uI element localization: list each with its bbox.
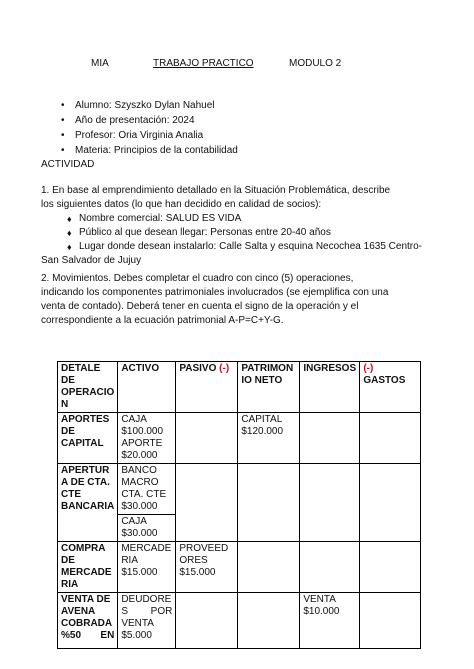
student-info-list (61, 98, 238, 158)
diamond-bullet-icon: ♦ (67, 214, 72, 224)
header-gastos: (-) GASTOS (360, 362, 421, 413)
question-2-line: 2. Movimientos. Debes completar el cuadro con cinco (5) operaciones, (41, 273, 354, 284)
cell-pasivo (176, 413, 238, 464)
cell-activo: DEUDORE S POR VENTA $5.000 (118, 593, 176, 649)
list-item: • Año de presentación: 2024 (61, 115, 195, 126)
cell-ingresos: VENTA $10.000 (300, 593, 360, 649)
cell-patrimonio (238, 593, 300, 649)
header-activo: ACTIVO (118, 362, 176, 413)
cell-detalle: COMPRA DE MERCADE RIA (58, 542, 118, 593)
header-pasivo: PASIVO (-) (176, 362, 238, 413)
question-2-line: correspondiente a la ecuación patrimonial A-P=C+Y-G. (41, 315, 284, 326)
cell-ingresos (300, 542, 360, 593)
question-1 (41, 184, 441, 268)
list-item: ♦ Nombre comercial: SALUD ES VIDA (67, 213, 242, 224)
bullet-icon: • (61, 130, 65, 141)
header-ingresos: INGRESOS (300, 362, 360, 413)
header-patrimonio: PATRIMON IO NETO (238, 362, 300, 413)
minus-sign: (-) (363, 363, 374, 374)
diamond-bullet-icon: ♦ (67, 228, 72, 238)
cell-pasivo: PROVEED ORES $15.000 (176, 542, 238, 593)
list-item: • Alumno: Szyszko Dylan Nahuel (61, 100, 215, 111)
bullet-icon: • (61, 115, 65, 126)
cell-activo: CAJA $100.000 APORTE $20.000 (118, 413, 176, 464)
cell-gastos (360, 542, 421, 593)
table-header-row (58, 362, 421, 413)
table-row (58, 413, 421, 464)
cell-detalle: VENTA DE AVENA COBRADA %50 EN (58, 593, 118, 649)
cell-gastos (360, 413, 421, 464)
cell-pasivo (176, 593, 238, 649)
cell-patrimonio (238, 542, 300, 593)
header-detalle: DETALE DE OPERACIO N (58, 362, 118, 413)
bullet-icon: • (61, 145, 65, 156)
question-1-line: 1. En base al emprendimiento detallado en la Situación Problemática, describe (41, 185, 391, 196)
cell-detalle: APORTES DE CAPITAL (58, 413, 118, 464)
question-1-line: los siguientes datos (lo que han decidido en calidad de socios): (41, 199, 322, 210)
question-2 (41, 272, 441, 328)
address-continuation: San Salvador de Jujuy (41, 255, 142, 266)
document-header (0, 58, 474, 72)
cell-patrimonio (238, 464, 300, 542)
question-1-answers (41, 212, 441, 268)
list-item: • Materia: Principios de la contabilidad (61, 145, 238, 156)
list-item: ♦ Público al que desean llegar: Personas entre 20-40 años (67, 227, 331, 238)
cell-activo: MERCADE RIA $15.000 (118, 542, 176, 593)
list-item: ♦ Lugar donde desean instalarlo: Calle Salta y esquina Necochea 1635 Centro- San Salvador de Jujuy (69, 240, 441, 268)
bullet-icon: • (61, 100, 65, 111)
activity-title: ACTIVIDAD (41, 159, 95, 170)
minus-sign: (-) (219, 363, 230, 374)
question-2-line: indicando los componentes patrimoniales involucrados (se ejemplifica con una (41, 287, 389, 298)
list-item: • Profesor: Oria Virginia Analia (61, 130, 204, 141)
cell-patrimonio: CAPITAL $120.000 (238, 413, 300, 464)
cell-detalle: APERTUR A DE CTA. CTE BANCARIA (58, 464, 118, 542)
cell-activo: CAJA $30.000 (118, 515, 176, 542)
header-right: MODULO 2 (289, 58, 342, 69)
cell-activo: BANCO MACRO CTA. CTE $30.000 (118, 464, 176, 515)
cell-ingresos (300, 464, 360, 542)
cell-gastos (360, 464, 421, 542)
cell-pasivo (176, 464, 238, 542)
cell-gastos (360, 593, 421, 649)
header-left: MIA (91, 58, 109, 69)
cell-ingresos (300, 413, 360, 464)
diamond-bullet-icon: ♦ (67, 242, 72, 252)
header-title: TRABAJO PRACTICO (153, 58, 254, 69)
table-row (58, 542, 421, 593)
question-2-line: venta de contado). Deberá tener en cuenta el signo de la operación y el (41, 301, 359, 312)
table-row (58, 593, 421, 649)
movements-table (57, 361, 421, 649)
table-row (58, 464, 421, 515)
